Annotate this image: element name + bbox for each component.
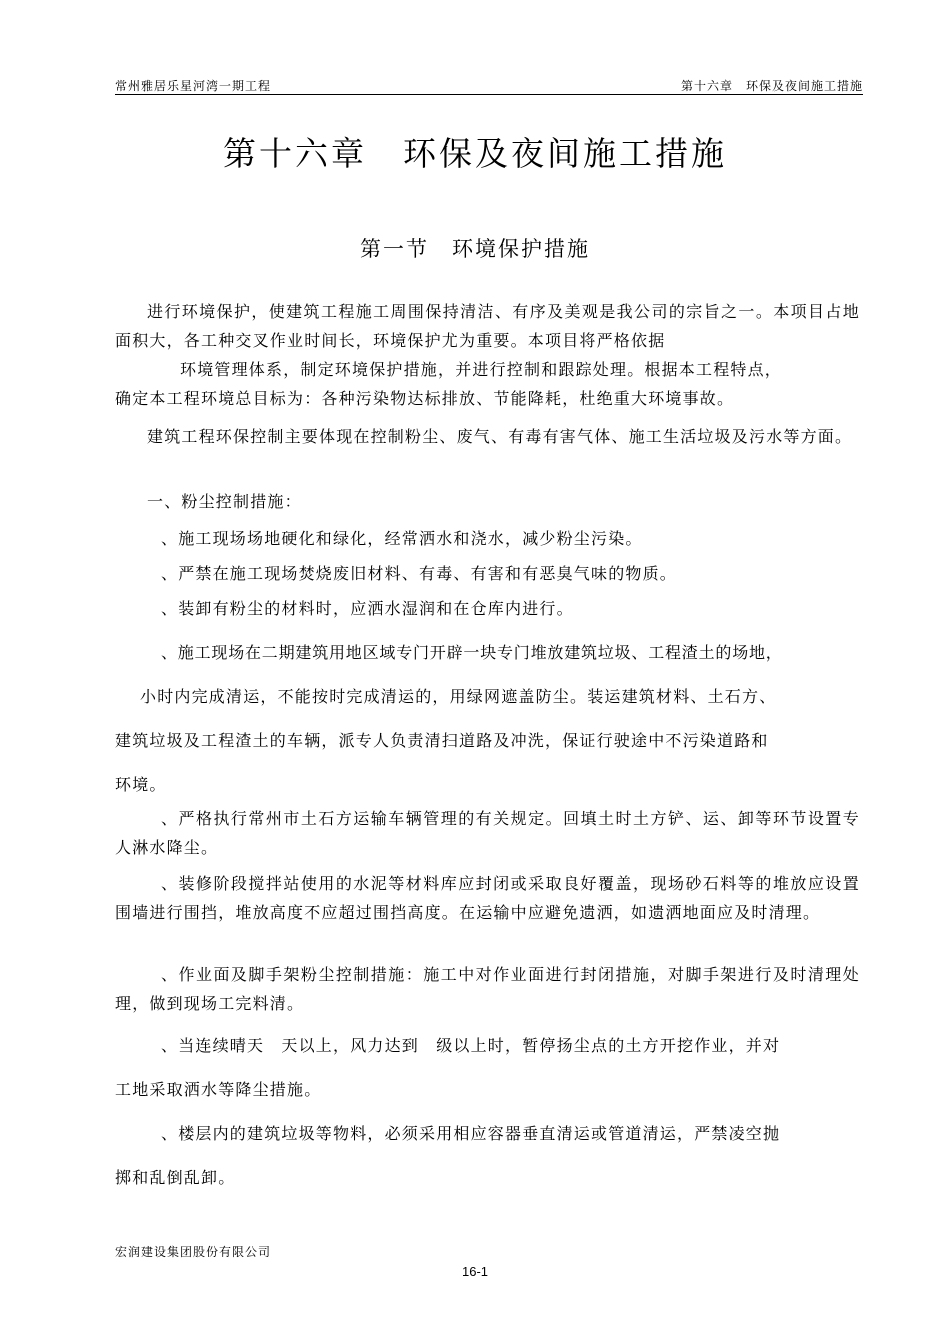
paragraph-text: 环境管理体系，制定环境保护措施，并进行控制和跟踪处理。根据本工程特点， [180,360,783,379]
paragraph-text: 一、粉尘控制措施： [147,492,302,511]
paragraph-text: 确定本工程环境总目标为：各种污染物达标排放、节能降耗，杜绝重大环境事故。 [115,389,735,408]
paragraph-text: 建筑工程环保控制主要体现在控制粉尘、废气、有毒有害气体、施工生活垃圾及污水等方面。 [147,427,853,446]
footer-company-name: 宏润建设集团股份有限公司 [115,1245,272,1259]
running-header [115,74,863,95]
header-chapter-name: 第十六章 环保及夜间施工措施 [680,79,863,93]
paragraph-text: 工地采取洒水等降尘措施。 [115,1080,322,1099]
transport-rules-paragraph [115,804,860,862]
waste-site-paragraph [115,631,860,807]
page-number: 16-1 [461,1264,489,1279]
floor-waste-paragraph [115,1112,860,1200]
paragraph-text: 、施工现场在二期建筑用地区域专门开辟一块专门堆放建筑垃圾、工程渣土的场地， [161,643,783,662]
paragraph-text: 掷和乱倒乱卸。 [115,1168,236,1187]
dust-measures-list [115,521,860,626]
paragraph-text: 、楼层内的建筑垃圾等物料，必须采用相应容器垂直清运或管道清运，严禁凌空抛 [161,1124,781,1143]
weather-paragraph [115,1024,860,1112]
list-item: 、施工现场场地硬化和绿化，经常洒水和浇水，减少粉尘污染。 [161,529,643,548]
paragraph-text: 进行环境保护，使建筑工程施工周围保持清洁、有序及美观是我公司的宗旨之一。本项目占地面积大，各工种交叉作业时间长，环境保护尤为重要。本项目将严格依据 [115,302,860,350]
paragraph-text: 、作业面及脚手架粉尘控制措施：施工中对作业面进行封闭措施，对脚手架进行及时清理处理，做到现场工完料清。 [115,965,860,1013]
section-title: 第一节 环境保护措施 [360,237,590,261]
intro-paragraph [115,297,860,413]
paragraph-text: 、严格执行常州市土石方运输车辆管理的有关规定。回填土时土方铲、运、卸等环节设置专人淋水降尘。 [115,809,860,857]
paragraph-text: 环境。 [115,775,167,794]
scope-paragraph [115,422,860,451]
paragraph-text: 、装修阶段搅拌站使用的水泥等材料库应封闭或采取良好覆盖，现场砂石料等的堆放应设置围墙进行围挡，堆放高度不应超过围挡高度。在运输中应避免遗洒，如遗洒地面应及时清理。 [115,874,860,922]
list-item: 、严禁在施工现场焚烧废旧材料、有毒、有害和有恶臭气味的物质。 [161,564,678,583]
storage-paragraph [115,869,860,927]
dust-control-heading [115,487,860,516]
paragraph-text: 小时内完成清运，不能按时完成清运的，用绿网遮盖防尘。装运建筑材料、土石方、 [140,687,777,706]
list-item: 、装卸有粉尘的材料时，应洒水湿润和在仓库内进行。 [161,599,574,618]
scaffold-paragraph [115,960,860,1018]
paragraph-text: 建筑垃圾及工程渣土的车辆，派专人负责清扫道路及冲洗，保证行驶途中不污染道路和 [115,731,769,750]
paragraph-text: 、当连续晴天 天以上，风力达到 级以上时，暂停扬尘点的土方开挖作业，并对 [161,1036,781,1055]
header-project-name: 常州雅居乐星河湾一期工程 [115,79,272,93]
chapter-title: 第十六章 环保及夜间施工措施 [223,134,727,173]
